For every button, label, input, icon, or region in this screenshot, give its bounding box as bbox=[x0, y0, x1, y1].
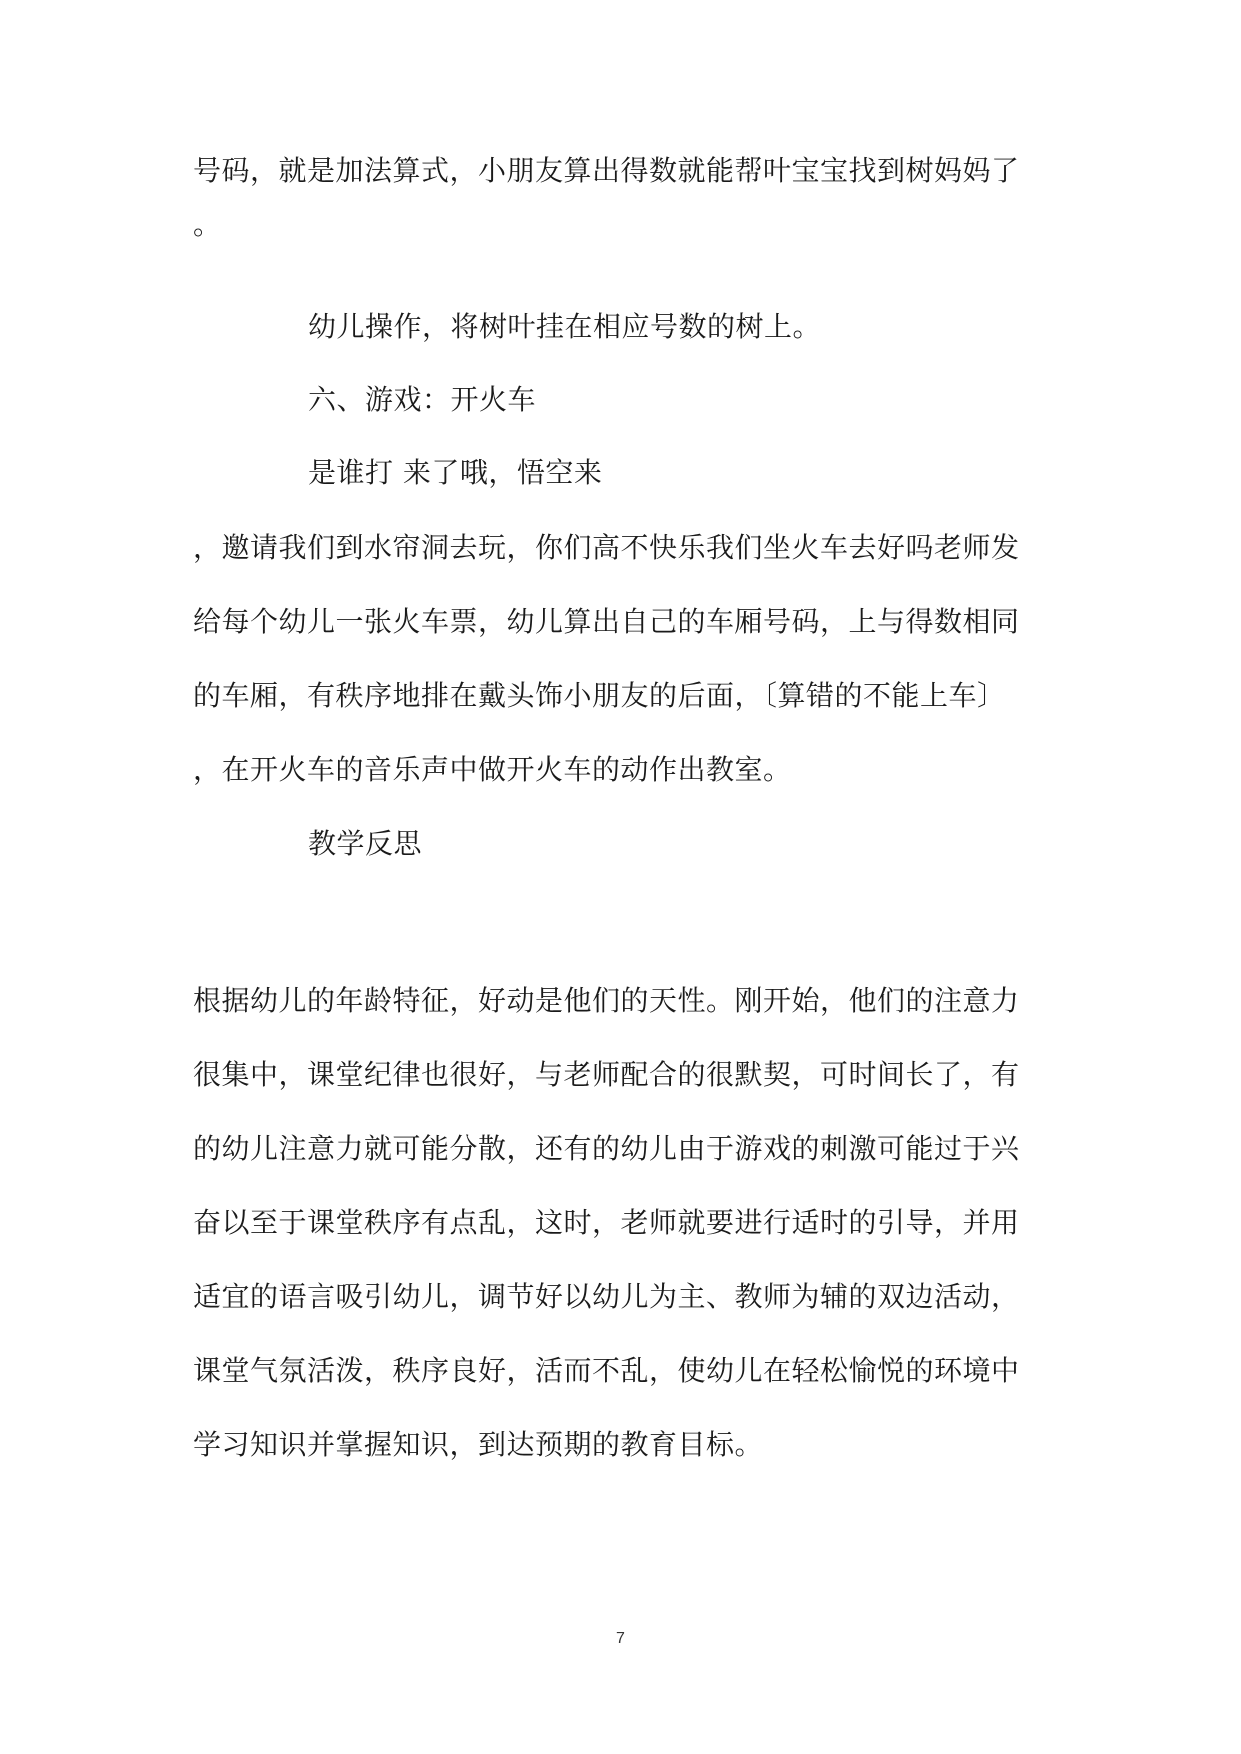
paragraph-line: 幼儿操作，将树叶挂在相应号数的树上。 bbox=[308, 310, 822, 343]
paragraph-line: 奋以至于课堂秩序有点乱，这时，老师就要进行适时的引导，并用 bbox=[193, 1206, 1020, 1239]
paragraph-line: 的幼儿注意力就可能分散，还有的幼儿由于游戏的刺激可能过于兴 bbox=[193, 1132, 1020, 1165]
paragraph-line: 适宜的语言吸引幼儿，调节好以幼儿为主、教师为辅的双边活动， bbox=[193, 1280, 1020, 1313]
paragraph-line: 很集中，课堂纪律也很好，与老师配合的很默契，可时间长了，有 bbox=[193, 1058, 1020, 1091]
page-number: 7 bbox=[616, 1630, 625, 1647]
paragraph-line: ，在开火车的音乐声中做开火车的动作出教室。 bbox=[193, 753, 792, 786]
section-heading: 教学反思 bbox=[308, 827, 423, 860]
paragraph-line: 号码，就是加法算式，小朋友算出得数就能帮叶宝宝找到树妈妈了 bbox=[193, 154, 1020, 187]
paragraph-line: 给每个幼儿一张火车票，幼儿算出自己的车厢号码，上与得数相同 bbox=[193, 605, 1020, 638]
paragraph-line: 课堂气氛活泼，秩序良好，活而不乱，使幼儿在轻松愉悦的环境中 bbox=[193, 1354, 1020, 1387]
paragraph-line: 根据幼儿的年龄特征，好动是他们的天性。刚开始，他们的注意力 bbox=[193, 984, 1020, 1017]
paragraph-line: 。 bbox=[193, 208, 222, 241]
paragraph-line: ，邀请我们到水帘洞去玩，你们高不快乐我们坐火车去好吗老师发 bbox=[193, 531, 1020, 564]
paragraph-line: 是谁打 来了哦，悟空来 bbox=[308, 456, 603, 489]
paragraph-line: 学习知识并掌握知识，到达预期的教育目标。 bbox=[193, 1428, 764, 1461]
paragraph-line: 的车厢，有秩序地排在戴头饰小朋友的后面，〔算错的不能上车〕 bbox=[193, 679, 1006, 712]
section-heading: 六、游戏：开火车 bbox=[308, 383, 537, 416]
